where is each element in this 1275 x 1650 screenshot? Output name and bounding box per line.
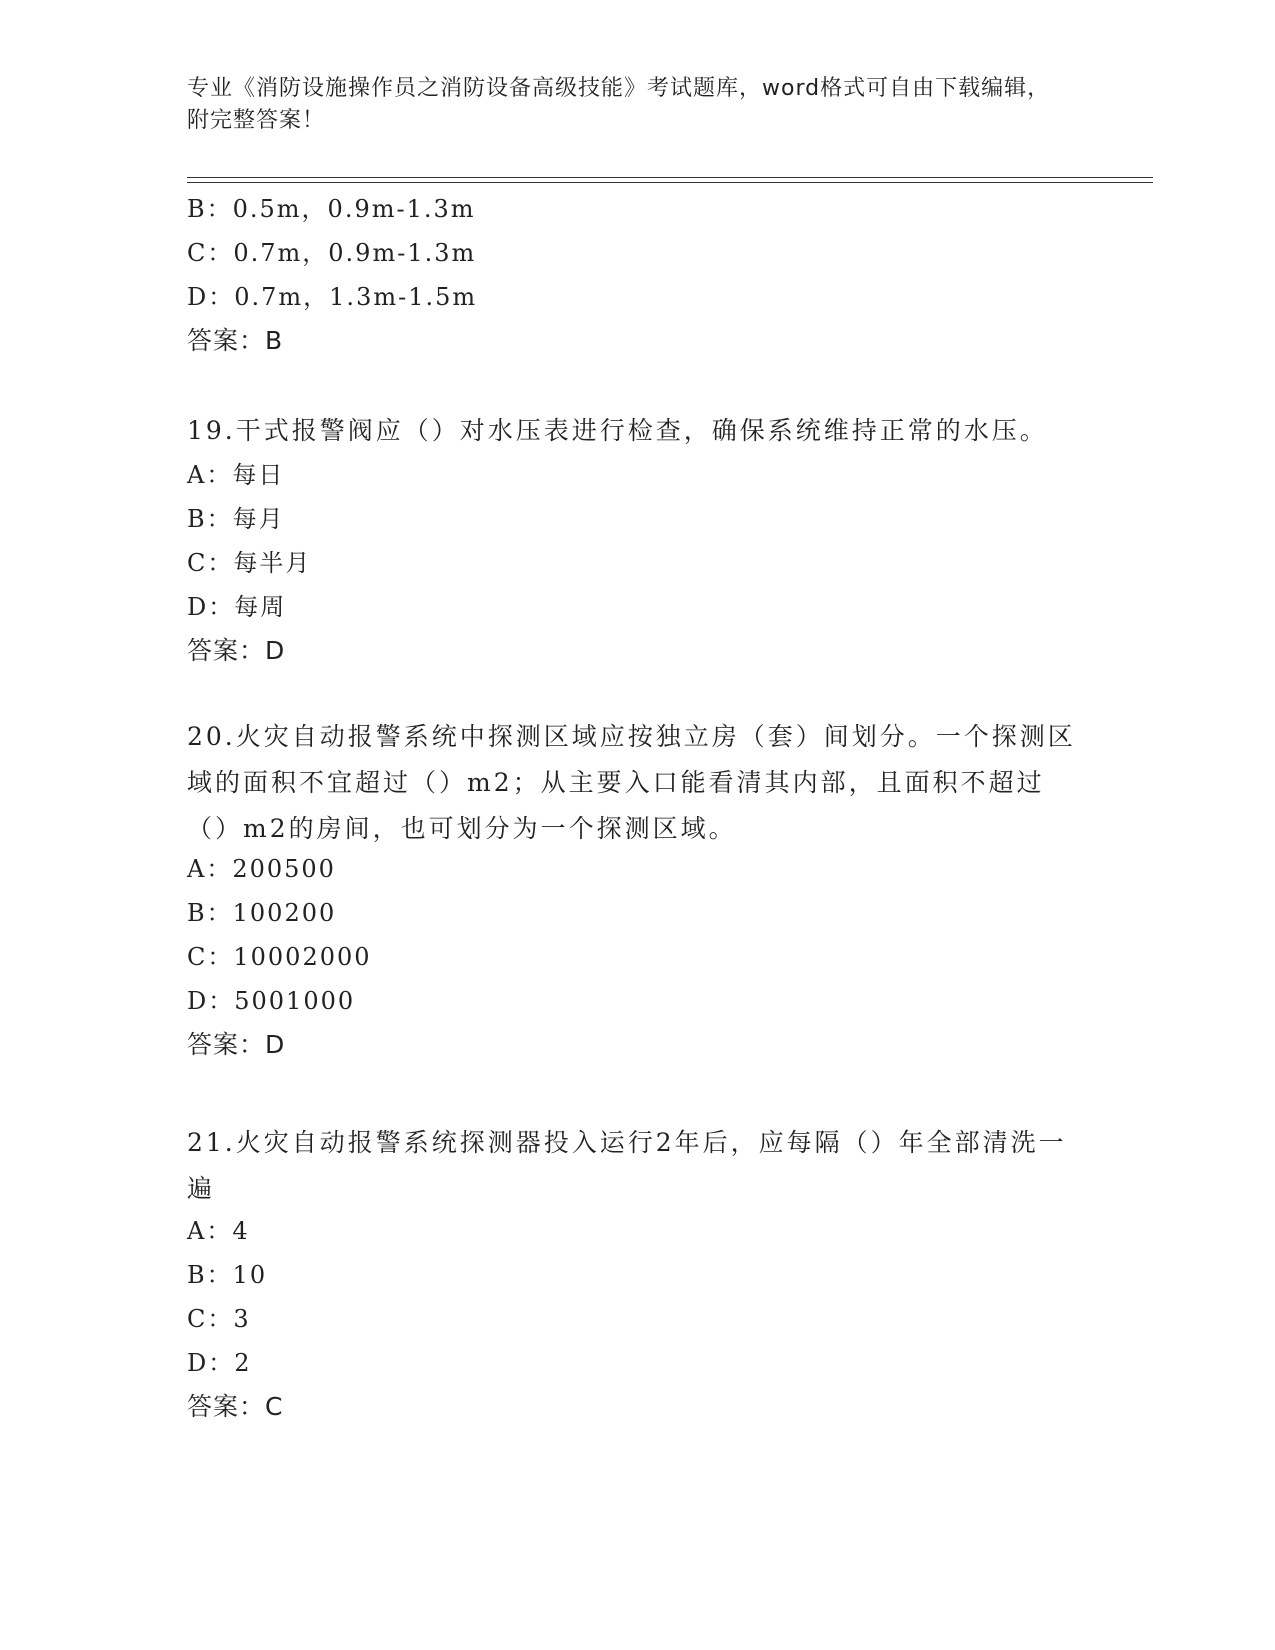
question-19-text: 19.干式报警阀应（）对水压表进行检查，确保系统维持正常的水压。 bbox=[187, 416, 1048, 445]
question-20-option-c: C：10002000 bbox=[187, 943, 372, 971]
question-20-text: 20.火灾自动报警系统中探测区域应按独立房（套）间划分。一个探测区域的面积不宜超过（）m2；从主要入口能看清其内部，且面积不超过（）m2的房间，也可划分为一个探测区域。 bbox=[187, 722, 1076, 843]
question-21-option-c: C：3 bbox=[187, 1305, 251, 1333]
question-19-option-b: B：每月 bbox=[187, 505, 285, 533]
question-21-option-a: A：4 bbox=[187, 1217, 250, 1245]
question-20-option-d: D：5001000 bbox=[187, 987, 356, 1015]
question-19-option-d: D：每周 bbox=[187, 593, 287, 621]
question-20-answer: 答案：D bbox=[187, 1030, 286, 1059]
header-divider-top bbox=[187, 177, 1153, 178]
question-21-option-d: D：2 bbox=[187, 1349, 252, 1377]
option-b: B：0.5m，0.9m-1.3m bbox=[187, 195, 476, 223]
question-20-option-a: A：200500 bbox=[187, 855, 336, 883]
question-19-option-c: C：每半月 bbox=[187, 549, 312, 577]
answer-line: 答案：B bbox=[187, 326, 284, 355]
document-header: 专业《消防设施操作员之消防设备高级技能》考试题库，word格式可自由下载编辑，附完整答案！ bbox=[187, 76, 1051, 133]
question-21-text: 21.火灾自动报警系统探测器投入运行2年后，应每隔（）年全部清洗一遍 bbox=[187, 1128, 1067, 1203]
question-21-answer: 答案：C bbox=[187, 1392, 284, 1421]
option-c: C：0.7m，0.9m-1.3m bbox=[187, 239, 477, 267]
option-d: D：0.7m，1.3m-1.5m bbox=[187, 283, 478, 311]
question-21-option-b: B：10 bbox=[187, 1261, 268, 1289]
header-divider-bottom bbox=[187, 182, 1153, 183]
question-20-option-b: B：100200 bbox=[187, 899, 337, 927]
question-19-option-a: A：每日 bbox=[187, 461, 285, 489]
question-19-answer: 答案：D bbox=[187, 636, 286, 665]
